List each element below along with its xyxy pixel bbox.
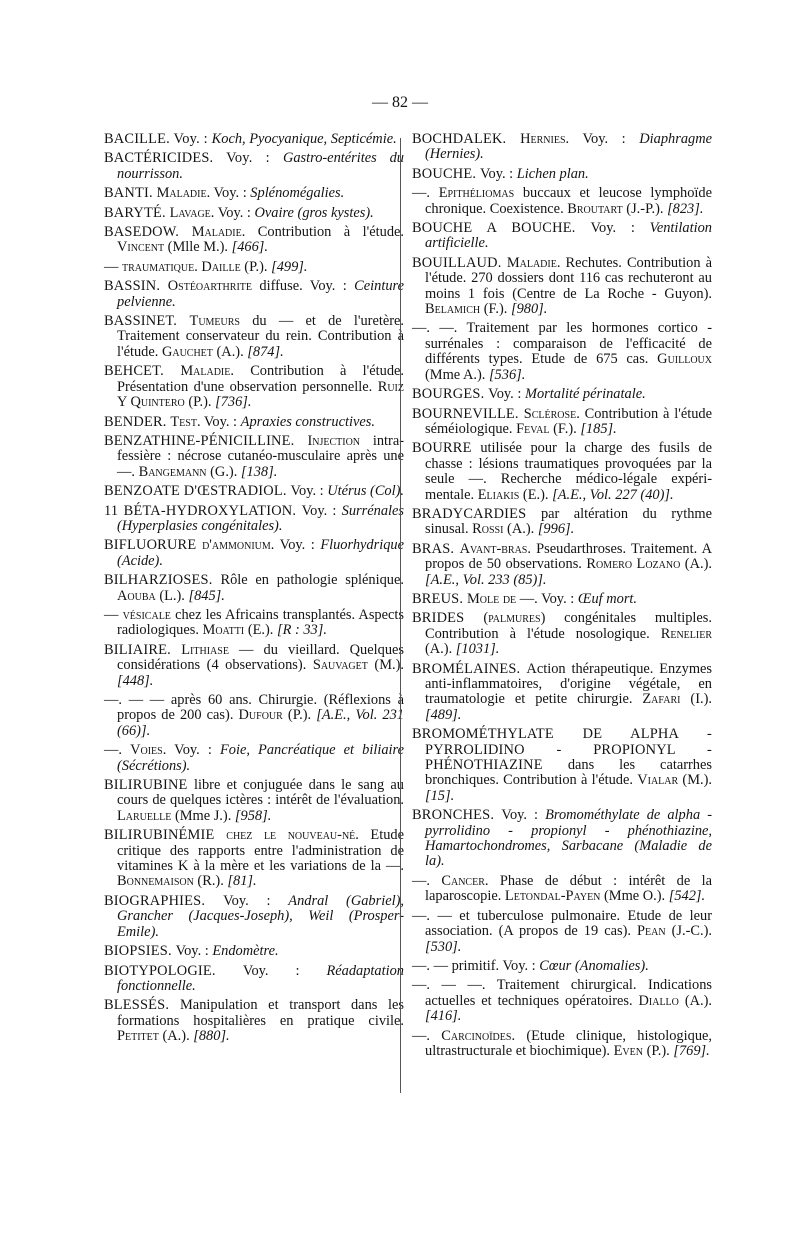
entry-smallcaps: Renelier bbox=[660, 625, 712, 642]
index-entry bbox=[104, 693, 404, 739]
entry-text: congénitales multiples. Contribution à l'étude nosologique. bbox=[425, 610, 712, 642]
entry-headword: BREUS. bbox=[412, 590, 467, 607]
entry-reference: Endomètre. bbox=[212, 943, 279, 960]
index-entry bbox=[104, 484, 404, 499]
entry-text: (F.). bbox=[480, 301, 511, 318]
entry-reference: Apraxies constructives. bbox=[240, 413, 375, 430]
left-column bbox=[104, 132, 404, 1049]
entry-headword: BIOPSIES. bbox=[104, 943, 176, 960]
entry-text: . Voy. : bbox=[162, 742, 220, 759]
entry-reference: Œuf mort. bbox=[577, 590, 638, 607]
entry-headword: BROMOMÉTHYLATE DE ALPHA - PYRROLIDINO - PROPIONYL - PHÉNOTHIAZINE bbox=[412, 726, 712, 774]
entry-smallcaps: Rossi bbox=[472, 521, 504, 538]
entry-smallcaps: Vincent bbox=[117, 239, 165, 256]
entry-text: — du vieillard. Quelques considérations (4 observations). bbox=[117, 641, 404, 674]
entry-text: . Phase de début : intérêt de la laparoscopie. bbox=[425, 872, 712, 905]
entry-headword: BILHARZIOSES. bbox=[104, 572, 221, 589]
index-entry bbox=[412, 542, 712, 588]
entry-smallcaps: traumatique bbox=[122, 258, 195, 275]
entry-headword: BENDER. bbox=[104, 413, 171, 430]
entry-smallcaps: Ostéoarthrite bbox=[167, 278, 252, 295]
entry-text: Voy. : bbox=[290, 483, 328, 500]
entry-text: Manipulation et transport dans les formations hospitalières en pratique civile. bbox=[117, 997, 404, 1029]
entry-smallcaps: Injection bbox=[307, 432, 361, 449]
entry-reference: Surrénales (Hyperplasies congénitales). bbox=[117, 502, 404, 534]
entry-smallcaps: vésicale bbox=[122, 606, 171, 623]
index-entry bbox=[412, 321, 712, 383]
entry-reference: [958]. bbox=[234, 807, 272, 824]
index-entry bbox=[104, 260, 404, 275]
entry-reference: [845]. bbox=[188, 587, 225, 604]
entry-reference: Andral (Gabriel), Grancher (Jacques-Joseph), Weil (Prosper-Emile). bbox=[117, 892, 404, 940]
entry-smallcaps: Diallo bbox=[638, 992, 679, 1009]
entry-reference: Lichen plan. bbox=[516, 165, 589, 182]
entry-reference: Cœur (Anomalies). bbox=[539, 957, 649, 974]
entry-reference: [536]. bbox=[488, 366, 526, 383]
entry-reference: [R : 33]. bbox=[276, 622, 327, 639]
entry-smallcaps: Aouba bbox=[117, 587, 156, 604]
index-entry bbox=[104, 225, 404, 256]
entry-reference: Gastro-entérites du nourrisson. bbox=[117, 150, 405, 182]
entry-text: utilisée pour la charge des fusils de chasse : lésions traumatiques provoquées par la seule —. Recherche médico-légale expérimentale. bbox=[425, 440, 712, 503]
entry-reference: [A.E., Vol. 227 (40)]. bbox=[552, 486, 674, 503]
entry-text: —. bbox=[412, 872, 442, 889]
entry-reference: [A.E., Vol. 233 (85)]. bbox=[425, 571, 547, 588]
index-entry bbox=[412, 662, 712, 724]
entry-text: (A.). bbox=[678, 992, 712, 1009]
entry-smallcaps: Daille bbox=[201, 258, 241, 275]
entry-text: . Pseudarthroses. Traitement. A propos de 50 observations. bbox=[425, 540, 712, 573]
entry-smallcaps: Bonnemaison bbox=[117, 873, 194, 890]
index-entry bbox=[412, 611, 712, 657]
entry-smallcaps: Feval bbox=[516, 420, 550, 437]
entry-smallcaps: Sclérose bbox=[523, 405, 577, 422]
entry-reference: Ceinture pelvienne. bbox=[117, 278, 404, 310]
entry-text: —. Voy. : bbox=[516, 590, 578, 607]
index-entry bbox=[104, 643, 404, 689]
entry-smallcaps: Laruelle bbox=[117, 807, 172, 824]
entry-headword: BASSINET. bbox=[104, 313, 190, 330]
index-entry bbox=[412, 1029, 712, 1060]
entry-smallcaps: Pean bbox=[637, 923, 666, 940]
index-entry bbox=[104, 206, 404, 221]
entry-headword: BASSIN. bbox=[104, 278, 168, 295]
index-entry bbox=[104, 608, 404, 639]
entry-smallcaps: Vialar bbox=[637, 772, 679, 789]
entry-text: Voy. : bbox=[501, 807, 546, 824]
entry-headword: BOURRE bbox=[412, 440, 481, 457]
entry-smallcaps: Guilloux bbox=[657, 351, 712, 368]
entry-reference: Réadaptation fonctionnelle. bbox=[117, 962, 404, 994]
entry-headword: BOURNEVILLE. bbox=[412, 405, 524, 422]
entry-smallcaps: Letondal-Payen bbox=[504, 888, 601, 905]
entry-text: (A.). bbox=[425, 641, 456, 658]
entry-text: — bbox=[104, 606, 123, 623]
entry-reference: [416]. bbox=[425, 1008, 462, 1025]
column-divider bbox=[400, 138, 401, 1093]
entry-headword: BEHCET. bbox=[104, 363, 181, 380]
entry-text: (Mme J.). bbox=[171, 807, 235, 824]
entry-text: . Rechutes. Contribution à l'étude. 270 dossiers dont 116 cas rechuteront au moins 1 fois (Centre de La Roche - Guyon). bbox=[425, 254, 712, 302]
index-entry bbox=[412, 407, 712, 438]
entry-reference: Ventilation artificielle. bbox=[425, 220, 712, 252]
entry-smallcaps: Lithiase bbox=[181, 641, 229, 658]
entry-headword: BARYTÉ. bbox=[104, 204, 170, 221]
index-entry bbox=[412, 186, 712, 217]
entry-text: . Contribution à l'étude. bbox=[241, 224, 405, 241]
entry-text: —. bbox=[412, 185, 439, 202]
entry-reference: Ovaire (gros kystes). bbox=[254, 204, 374, 221]
entry-headword: BRIDES bbox=[412, 610, 484, 627]
entry-reference: [466]. bbox=[231, 239, 269, 256]
index-entry bbox=[412, 507, 712, 538]
entry-smallcaps: (palmures) bbox=[483, 610, 546, 627]
entry-text: Action thérapeutique. Enzymes anti-inflammatoires, d'origine végétale, en traumatologie et petite chirurgie. bbox=[425, 660, 712, 708]
entry-smallcaps: d'ammonium bbox=[202, 537, 271, 554]
entry-smallcaps: Sauvaget bbox=[312, 657, 368, 674]
entry-text: (R.). bbox=[193, 873, 228, 890]
entry-text: Voy. : bbox=[175, 943, 213, 960]
entry-text: diffuse. Voy. : bbox=[252, 278, 355, 295]
entry-text: (P.). bbox=[642, 1042, 674, 1059]
index-entry bbox=[104, 964, 404, 995]
index-entry bbox=[104, 828, 404, 890]
entry-reference: [823]. bbox=[667, 200, 704, 217]
index-entry bbox=[412, 592, 712, 607]
entry-text: (F.). bbox=[549, 420, 581, 437]
entry-smallcaps: Even bbox=[613, 1042, 643, 1059]
entry-headword: BENZATHINE-PÉNICILLINE. bbox=[104, 432, 308, 449]
index-entry bbox=[412, 727, 712, 804]
entry-reference: Splénomégalies. bbox=[250, 185, 345, 202]
entry-text: . (Etude clinique, histologique, ultrastructurale et biochimique). bbox=[425, 1027, 713, 1059]
entry-text: chez les Africains transplantés. Aspects radiologiques. bbox=[117, 606, 404, 639]
entry-text: (A.). bbox=[680, 556, 712, 573]
index-entry bbox=[104, 944, 404, 959]
entry-reference: [81]. bbox=[227, 873, 257, 890]
entry-smallcaps: Tumeurs bbox=[189, 313, 240, 330]
entry-headword: BOCHDALEK. bbox=[412, 131, 521, 147]
index-entry bbox=[104, 894, 404, 940]
entry-text: (L.). bbox=[155, 587, 189, 604]
entry-smallcaps: Bangemann bbox=[138, 463, 207, 480]
entry-smallcaps: chez le nouveau-né bbox=[226, 827, 356, 844]
entry-text: —. —. Traitement par les hormones cortico - surrénales : comparaison de l'efficacité de différents types. Etude de 675 cas. bbox=[412, 320, 712, 368]
entry-headword: BROMÉLAINES. bbox=[412, 660, 527, 677]
index-entry bbox=[412, 959, 712, 974]
entry-text: (A.). bbox=[158, 1028, 194, 1045]
entry-text: . Voy. : bbox=[196, 413, 241, 430]
entry-smallcaps: Hernies bbox=[520, 131, 566, 147]
entry-reference: [499]. bbox=[271, 258, 308, 275]
entry-text: — bbox=[104, 258, 122, 275]
entry-smallcaps: Cancer bbox=[441, 872, 485, 889]
entry-smallcaps: Gauchet bbox=[161, 343, 213, 360]
index-entry bbox=[104, 415, 404, 430]
entry-smallcaps: Ruiz Y Quintero bbox=[117, 378, 404, 411]
page-number: — 82 — bbox=[372, 94, 428, 111]
entry-text: . Voy. : bbox=[206, 185, 251, 202]
entry-text: —. bbox=[104, 742, 131, 759]
entry-text: (P.). bbox=[240, 258, 272, 275]
entry-reference: Diaphragme (Hernies). bbox=[425, 131, 713, 163]
entry-smallcaps: Maladie bbox=[156, 185, 207, 202]
entry-text: par altération du rythme sinusal. bbox=[425, 505, 712, 538]
entry-text: . Voy. : bbox=[270, 537, 321, 554]
entry-smallcaps: Carcinoïdes bbox=[441, 1027, 512, 1044]
entry-text: —. — et tuberculose pulmonaire. Etude de leur association. (A propos de 19 cas). bbox=[412, 907, 712, 940]
entry-reference: Fluorhydrique (Acide). bbox=[117, 537, 404, 569]
entry-smallcaps: Romero Lozano bbox=[586, 556, 681, 573]
entry-reference: [542]. bbox=[668, 888, 706, 905]
entry-smallcaps: Dufour bbox=[238, 707, 283, 724]
entry-headword: BACTÉRICIDES. Voy. : bbox=[104, 150, 283, 167]
entry-reference: [15]. bbox=[425, 787, 455, 804]
entry-reference: [448]. bbox=[117, 672, 154, 689]
entry-text: . Contribution à l'étude séméiologique. bbox=[425, 405, 712, 437]
entry-reference: [874]. bbox=[247, 343, 284, 360]
entry-text: Rôle en pathologie splénique. bbox=[220, 572, 404, 589]
entry-headword: BANTI. bbox=[104, 185, 157, 202]
entry-text: (A.). bbox=[503, 521, 538, 538]
entry-text: (J.-C.). bbox=[665, 923, 712, 940]
entry-text: Voy. : bbox=[590, 220, 650, 237]
index-entry bbox=[412, 132, 712, 163]
entry-text: Voy. : bbox=[479, 165, 517, 182]
index-entry bbox=[104, 132, 404, 147]
entry-reference: Koch, Pyocyanique, Septicémie. bbox=[211, 131, 397, 147]
entry-text: (M.). bbox=[678, 772, 712, 789]
entry-headword: BRONCHES. bbox=[412, 807, 502, 824]
entry-reference: Mortalité périnatale. bbox=[524, 386, 646, 403]
entry-reference: [996]. bbox=[537, 521, 575, 538]
entry-text: (G.). bbox=[206, 463, 241, 480]
entry-text: intra-fessière : nécrose cutanéo-musculaire après une —. bbox=[117, 432, 404, 480]
index-entry bbox=[412, 874, 712, 905]
entry-text: —. bbox=[412, 1027, 442, 1044]
entry-reference: [185]. bbox=[580, 420, 617, 437]
entry-reference: [769]. bbox=[673, 1042, 710, 1059]
index-entry bbox=[104, 314, 404, 360]
entry-reference: [489]. bbox=[425, 706, 462, 723]
entry-text: Voy. : bbox=[301, 502, 342, 519]
entry-smallcaps: Broutart bbox=[567, 200, 623, 217]
index-entry bbox=[104, 151, 404, 182]
entry-reference: [530]. bbox=[425, 938, 462, 955]
entry-smallcaps: Belamich bbox=[425, 301, 481, 318]
entry-text: (E.). bbox=[244, 622, 277, 639]
index-entry bbox=[104, 186, 404, 201]
entry-text: (A.). bbox=[212, 343, 248, 360]
entry-smallcaps: Eliakis bbox=[477, 486, 520, 503]
entry-text: Voy. : bbox=[242, 962, 327, 979]
entry-text: (Mme A.). bbox=[425, 366, 489, 383]
entry-smallcaps: Maladie bbox=[506, 254, 557, 271]
entry-smallcaps: Zafari bbox=[642, 691, 681, 708]
entry-smallcaps: Voies bbox=[130, 742, 163, 759]
entry-headword: BOUCHE. bbox=[412, 165, 480, 182]
entry-headword: BRAS. bbox=[412, 540, 460, 557]
index-entry bbox=[104, 778, 404, 824]
entry-headword: BIOTYPOLOGIE. bbox=[104, 962, 243, 979]
entry-smallcaps: Lavage bbox=[169, 204, 211, 221]
entry-reference: [1031]. bbox=[455, 641, 500, 658]
entry-smallcaps: Test bbox=[170, 413, 197, 430]
index-entry bbox=[104, 504, 404, 535]
right-column bbox=[412, 132, 712, 1063]
index-entry bbox=[412, 441, 712, 503]
entry-text: Voy. : bbox=[488, 386, 525, 403]
entry-reference: [980]. bbox=[510, 301, 548, 318]
entry-text: . Voy. : bbox=[210, 204, 255, 221]
entry-text: . Etude critique des rapports entre l'administration de vitamines K à la mère et les variations de la —. bbox=[117, 827, 404, 875]
entry-text: . bbox=[194, 258, 202, 275]
entry-text: buccaux et leucose lymphoïde chronique. Coexistence. bbox=[425, 185, 712, 217]
index-entry bbox=[104, 743, 404, 774]
entry-headword: BILIRUBINE bbox=[104, 777, 194, 794]
entry-headword: BLESSÉS. bbox=[104, 997, 181, 1014]
entry-smallcaps: Maladie bbox=[191, 224, 242, 241]
index-entry bbox=[412, 808, 712, 870]
entry-headword: BIFLUORURE bbox=[104, 537, 203, 554]
entry-headword: BENZOATE D'ŒSTRADIOL. bbox=[104, 483, 291, 500]
entry-text: libre et conjuguée dans le sang au cours de quelques ictères : intérêt de l'évaluation. bbox=[117, 777, 404, 809]
entry-reference: Utérus (Col). bbox=[327, 483, 405, 500]
entry-text: (M.). bbox=[367, 657, 404, 674]
index-entry bbox=[104, 434, 404, 480]
entry-smallcaps: Avant-bras bbox=[459, 540, 528, 557]
entry-text: . Voy. : bbox=[565, 131, 640, 147]
entry-headword: BASEDOW. bbox=[104, 224, 192, 241]
entry-text: (E.). bbox=[519, 486, 553, 503]
entry-smallcaps: Mole de bbox=[466, 590, 517, 607]
entry-reference: [A.E., Vol. 231 (66)]. bbox=[117, 707, 404, 739]
entry-text: —. — primitif. Voy. : bbox=[412, 957, 540, 974]
entry-headword: BILIAIRE. bbox=[104, 641, 182, 658]
entry-smallcaps: Petitet bbox=[117, 1028, 159, 1045]
entry-text: Voy. : bbox=[223, 892, 289, 909]
entry-headword: BILIRUBINÉMIE bbox=[104, 827, 227, 844]
index-entry bbox=[104, 364, 404, 410]
entry-reference: [880]. bbox=[193, 1028, 230, 1045]
index-entry bbox=[412, 167, 712, 182]
entry-headword: BRADYCARDIES bbox=[412, 505, 541, 522]
index-entry bbox=[412, 909, 712, 955]
index-entry bbox=[412, 221, 712, 252]
entry-text: (I.). bbox=[680, 691, 712, 708]
entry-text: (P.). bbox=[282, 707, 317, 724]
entry-smallcaps: Maladie bbox=[180, 363, 231, 380]
entry-smallcaps: Moatti bbox=[202, 622, 245, 639]
entry-text: (Mme O.). bbox=[600, 888, 669, 905]
entry-reference: [736]. bbox=[215, 394, 252, 411]
entry-reference: Foie, Pancréatique et biliaire (Sécrétions). bbox=[117, 742, 404, 774]
entry-reference: [138]. bbox=[240, 463, 278, 480]
index-entry bbox=[104, 538, 404, 569]
entry-headword: BOUCHE A BOUCHE. bbox=[412, 220, 591, 237]
index-entry bbox=[104, 279, 404, 310]
entry-text: . Contribution à l'étude. Présentation d'une observation personnelle. bbox=[117, 363, 405, 395]
entry-text: (Mlle M.). bbox=[164, 239, 232, 256]
entry-smallcaps: Epithéliomas bbox=[438, 185, 515, 202]
entry-text: du — et de l'uretère. Traitement conservateur du rein. Contribution à l'étude. bbox=[117, 313, 405, 360]
entry-text: —. — —. Traitement chirurgical. Indications actuelles et techniques opératoires. bbox=[412, 977, 712, 1009]
index-entry bbox=[104, 573, 404, 604]
entry-headword: BOURGES. bbox=[412, 386, 489, 403]
entry-text: —. — — après 60 ans. Chirurgie. (Réflexions à propos de 200 cas). bbox=[104, 692, 404, 724]
entry-headword: BOUILLAUD. bbox=[412, 254, 507, 271]
entry-headword: BIOGRAPHIES. bbox=[104, 892, 224, 909]
entry-reference: Bromométhylate de alpha - pyrrolidino - propionyl - phénothiazine, Hamartochondromes, Sarbacane (Maladie de la). bbox=[425, 807, 712, 870]
entry-text: (J.-P.). bbox=[622, 200, 668, 217]
entry-text: dans les catarrhes bronchiques. Contribution à l'étude. bbox=[425, 757, 712, 789]
index-entry bbox=[104, 998, 404, 1044]
index-entry bbox=[412, 387, 712, 402]
entry-text: (P.). bbox=[184, 394, 216, 411]
index-entry bbox=[412, 256, 712, 318]
entry-headword: BACILLE. Voy. : bbox=[104, 131, 212, 147]
index-entry bbox=[412, 978, 712, 1024]
entry-headword: 11 BÉTA-HYDROXYLATION. bbox=[104, 502, 302, 519]
